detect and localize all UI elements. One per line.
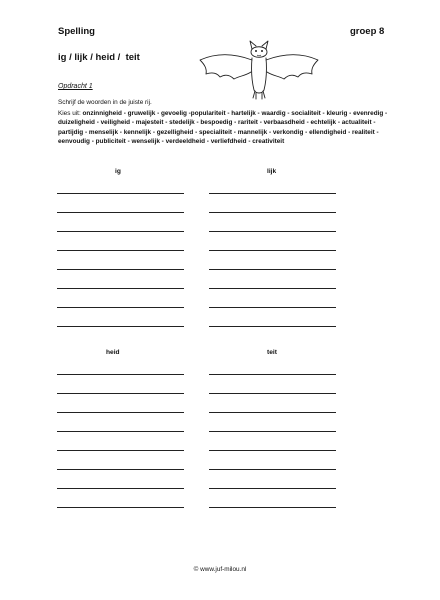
word-list (58, 109, 388, 147)
answer-line[interactable] (209, 193, 336, 194)
answer-line[interactable] (209, 507, 336, 508)
answer-line[interactable] (57, 431, 184, 432)
column-heading-lijk: lijk (267, 168, 277, 175)
column-heading-ig: ig (115, 168, 121, 175)
answer-line[interactable] (209, 250, 336, 251)
answer-line[interactable] (209, 469, 336, 470)
answer-line[interactable] (57, 193, 184, 194)
answer-line[interactable] (209, 488, 336, 489)
answer-line[interactable] (57, 250, 184, 251)
answer-line[interactable] (209, 393, 336, 394)
answer-line[interactable] (57, 288, 184, 289)
column-heading-teit: teit (267, 349, 277, 356)
answer-line[interactable] (209, 326, 336, 327)
answer-line[interactable] (57, 488, 184, 489)
answer-line[interactable] (209, 431, 336, 432)
answer-line[interactable] (57, 393, 184, 394)
word-list-prefix: Kies uit: (58, 110, 83, 117)
answer-line[interactable] (57, 212, 184, 213)
word-list-words: onzinnigheid - gruwelijk - gevoelig -populariteit - hartelijk - waardig - socialiteit - kleurig - evenredig - duizeligheid - veiligheid - majesteit - stedelijk - bespoedig - rariteit - verbaasdheid - echtelijk - actualiteit - partijdig - menselijk - kennelijk - gezelligheid - specialiteit - mannelijk - verkondig - ellendigheid - realiteit - eenvoudig - publiciteit - wenselijk - verdeeldheid - verliefdheid - creativiteit (58, 110, 388, 146)
answer-line[interactable] (209, 307, 336, 308)
answer-line[interactable] (57, 412, 184, 413)
answer-line[interactable] (209, 374, 336, 375)
column-heading-heid: heid (106, 349, 120, 356)
assignment-title: Opdracht 1 (58, 83, 93, 90)
answer-line[interactable] (57, 269, 184, 270)
footer-copyright: © www.juf-milou.nl (193, 566, 247, 573)
answer-line[interactable] (57, 231, 184, 232)
subject-title: Spelling (58, 26, 95, 37)
assignment-instruction: Schrijf de woorden in de juiste rij. (58, 99, 152, 106)
bat-icon (196, 38, 322, 102)
topic-title: ig / lijk / heid / teit (58, 52, 140, 63)
answer-line[interactable] (57, 469, 184, 470)
answer-line[interactable] (209, 450, 336, 451)
answer-line[interactable] (57, 450, 184, 451)
answer-line[interactable] (209, 269, 336, 270)
answer-line[interactable] (209, 231, 336, 232)
answer-line[interactable] (209, 412, 336, 413)
answer-line[interactable] (209, 288, 336, 289)
answer-line[interactable] (57, 307, 184, 308)
answer-line[interactable] (57, 507, 184, 508)
answer-line[interactable] (209, 212, 336, 213)
answer-line[interactable] (57, 326, 184, 327)
group-label: groep 8 (350, 26, 385, 37)
answer-line[interactable] (57, 374, 184, 375)
